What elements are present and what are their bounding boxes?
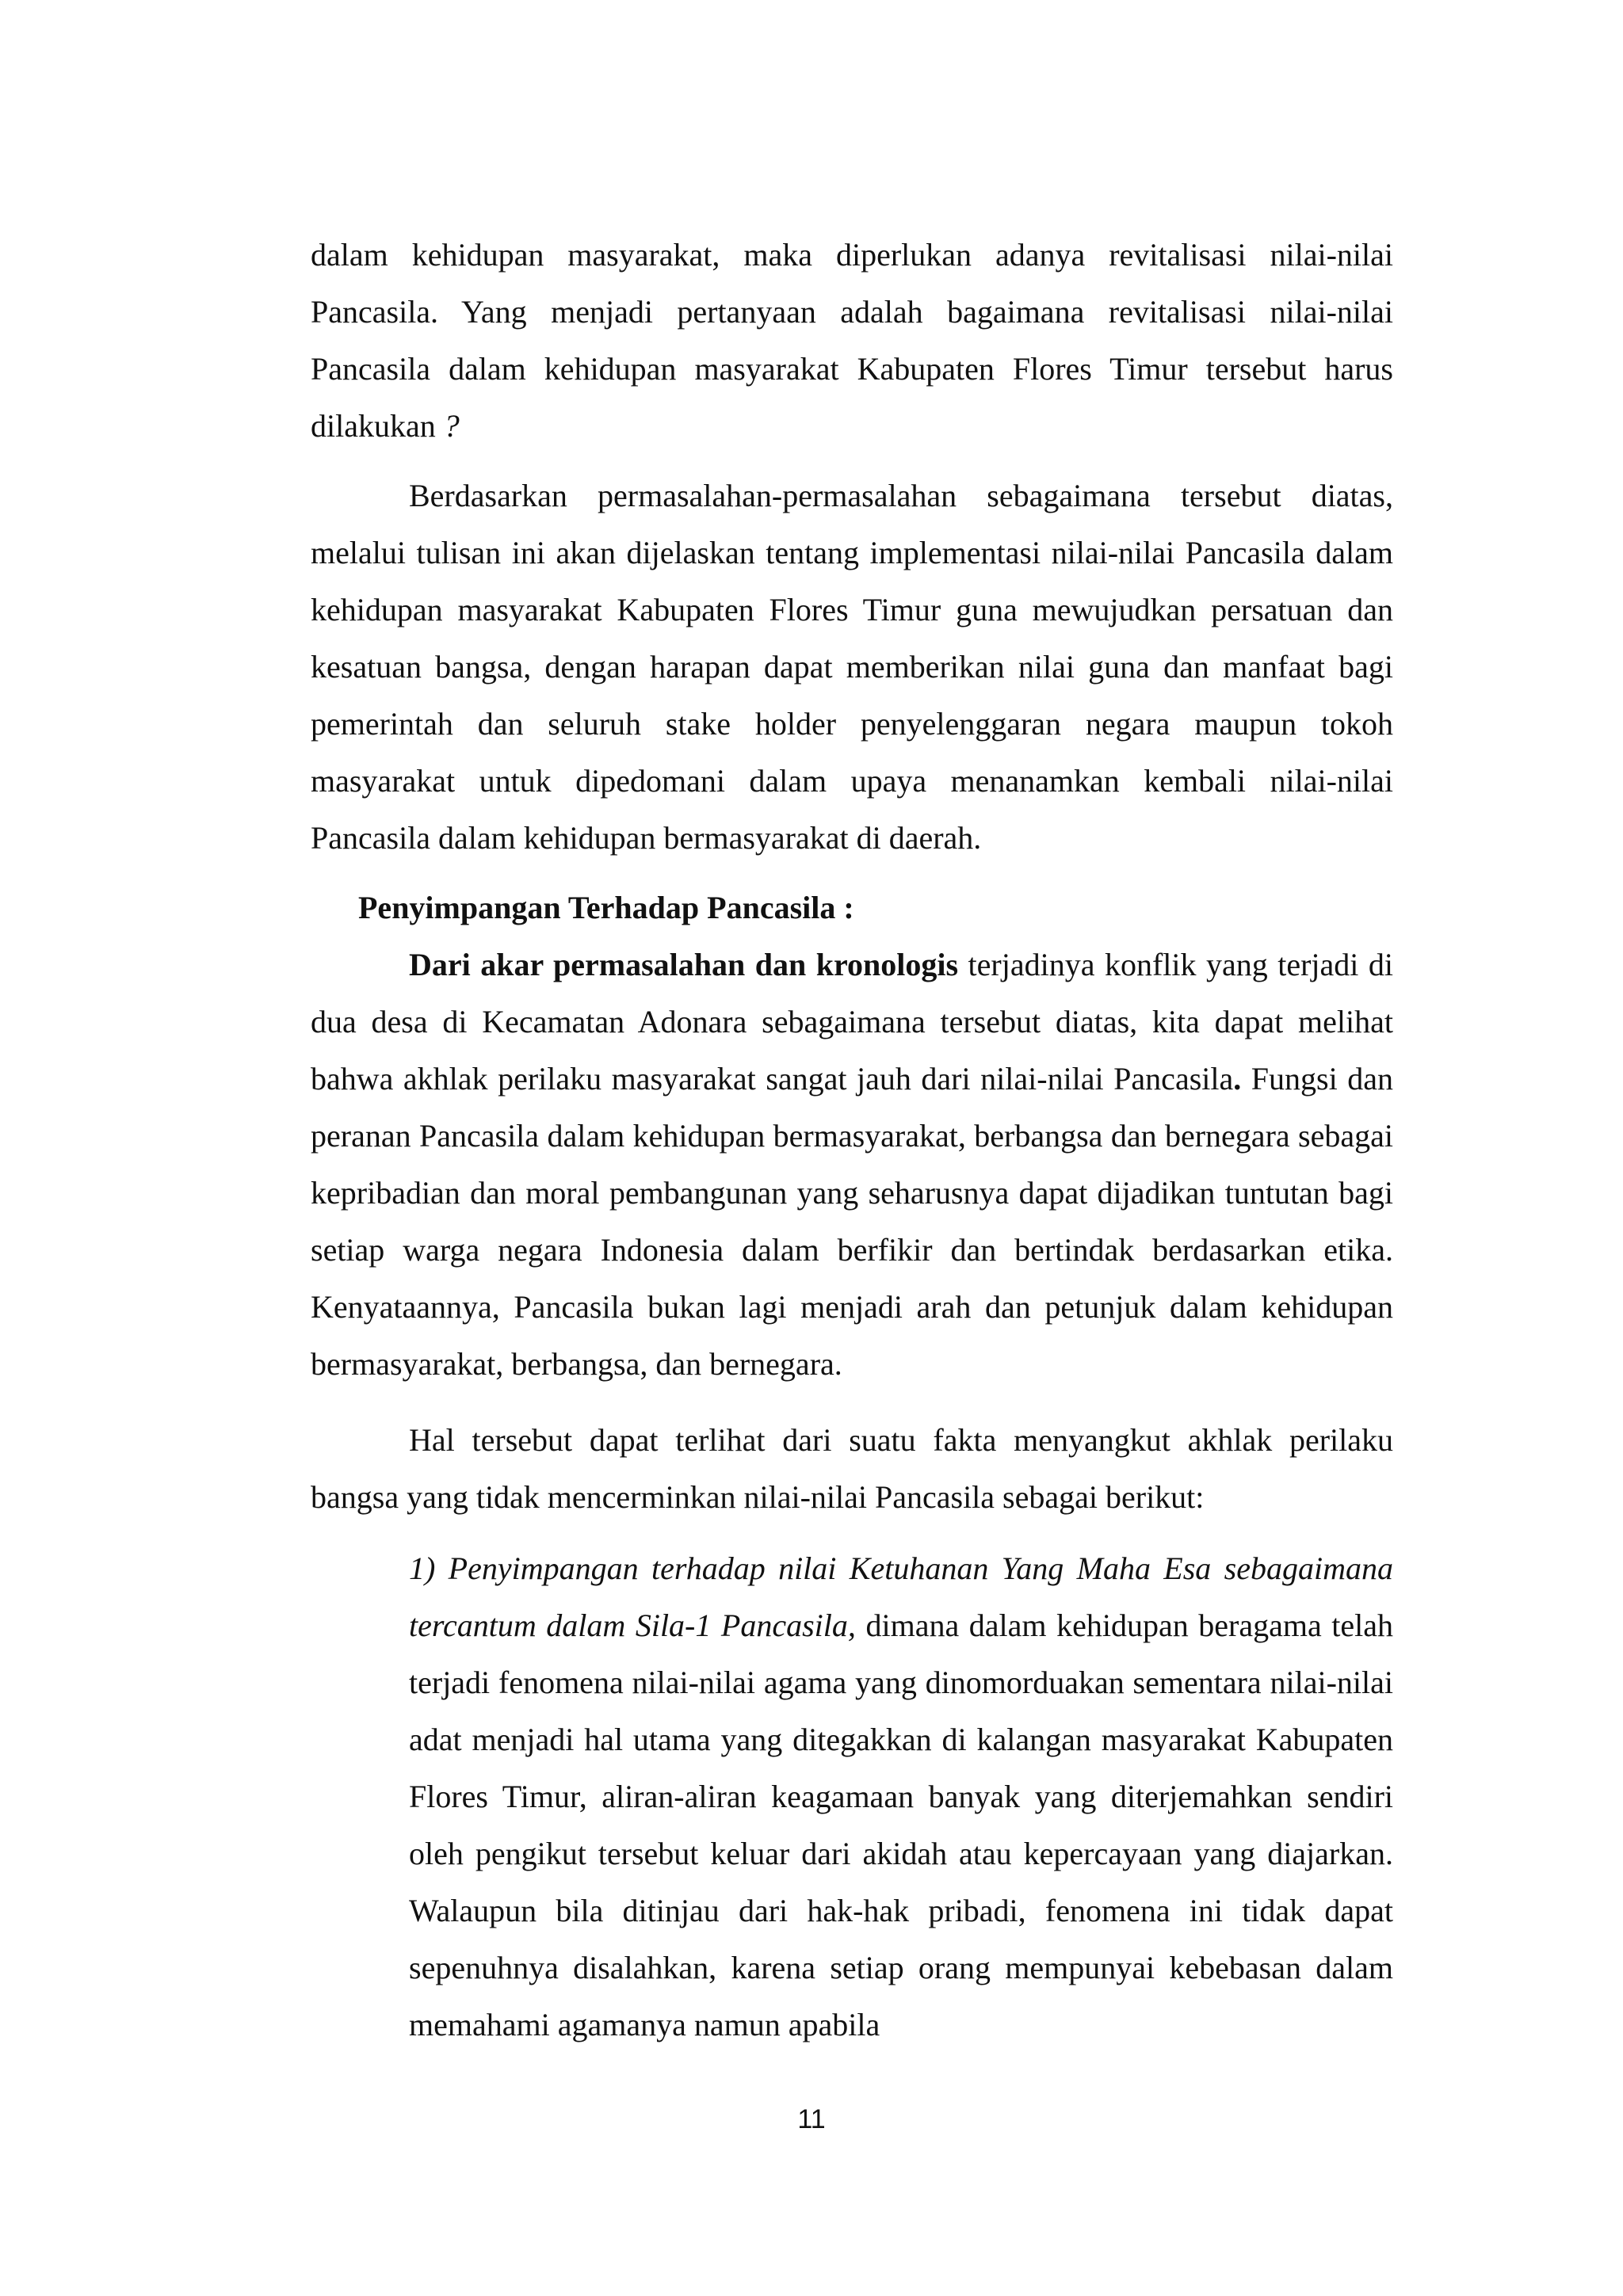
question-mark: ?: [435, 408, 460, 444]
list-item-1-italic: 1) Penyimpangan terhadap nilai Ketuhanan Yang Maha Esa sebagaimana tercantum dalam Sila-1 Pancasila,: [409, 1550, 1393, 1643]
paragraph-1: [311, 227, 1393, 455]
paragraph-3-text: terjadinya konflik yang terjadi di dua desa di Kecamatan Adonara sebagaimana tersebut diatas, kita dapat melihat bahwa akhlak perilaku masyarakat sangat jauh dari nilai-nilai Pancasila: [311, 947, 1393, 1097]
section-heading: Penyimpangan Terhadap Pancasila :: [358, 890, 854, 925]
paragraph-3-bold-period: .: [1233, 1061, 1242, 1097]
list-item-1: [409, 1540, 1393, 2054]
paragraph-2-text: Berdasarkan permasalahan-permasalahan sebagaimana tersebut diatas, melalui tulisan ini akan dijelaskan tentang implementasi nilai-nilai Pancasila dalam kehidupan masyarakat Kabupaten Flores Timur guna mewujudkan persatuan dan kesatuan bangsa, dengan harapan dapat memberikan nilai guna dan manfaat bagi pemerintah dan seluruh stake holder penyelenggaran negara maupun tokoh masyarakat untuk dipedomani dalam upaya menanamkan kembali nilai-nilai Pancasila dalam kehidupan bermasyarakat di daerah.: [311, 478, 1393, 856]
paragraph-1-text: dalam kehidupan masyarakat, maka diperlukan adanya revitalisasi nilai-nilai Pancasila. Yang menjadi pertanyaan adalah bagaimana revitalisasi nilai-nilai Pancasila dalam kehidupan masyarakat Kabupaten Flores Timur tersebut harus dilakukan: [311, 237, 1393, 444]
paragraph-3-rest: Fungsi dan peranan Pancasila dalam kehidupan bermasyarakat, berbangsa dan bernegara sebagai kepribadian dan moral pembangunan yang seharusnya dapat dijadikan tuntutan bagi setiap warga negara Indonesia dalam berfikir dan bertindak berdasarkan etika. Kenyataannya, Pancasila bukan lagi menjadi arah dan petunjuk dalam kehidupan bermasyarakat, berbangsa, dan bernegara.: [311, 1061, 1393, 1382]
list-item-1-text: dimana dalam kehidupan beragama telah terjadi fenomena nilai-nilai agama yang dinomorduakan sementara nilai-nilai adat menjadi hal utama yang ditegakkan di kalangan masyarakat Kabupaten Flores Timur, aliran-aliran keagamaan banyak yang diterjemahkan sendiri oleh pengikut tersebut keluar dari akidah atau kepercayaan yang diajarkan. Walaupun bila ditinjau dari hak-hak pribadi, fenomena ini tidak dapat sepenuhnya disalahkan, karena setiap orang mempunyai kebebasan dalam memahami agamanya namun apabila: [409, 1608, 1393, 2042]
page-number: 11: [797, 2104, 826, 2134]
paragraph-4-text: Hal tersebut dapat terlihat dari suatu fakta menyangkut akhlak perilaku bangsa yang tidak mencerminkan nilai-nilai Pancasila sebagai berikut:: [311, 1422, 1393, 1515]
paragraph-4: [311, 1412, 1393, 1526]
paragraph-2: [311, 467, 1393, 867]
paragraph-3: [311, 936, 1393, 1393]
paragraph-3-bold-lead: Dari akar permasalahan dan kronologis: [409, 947, 959, 982]
